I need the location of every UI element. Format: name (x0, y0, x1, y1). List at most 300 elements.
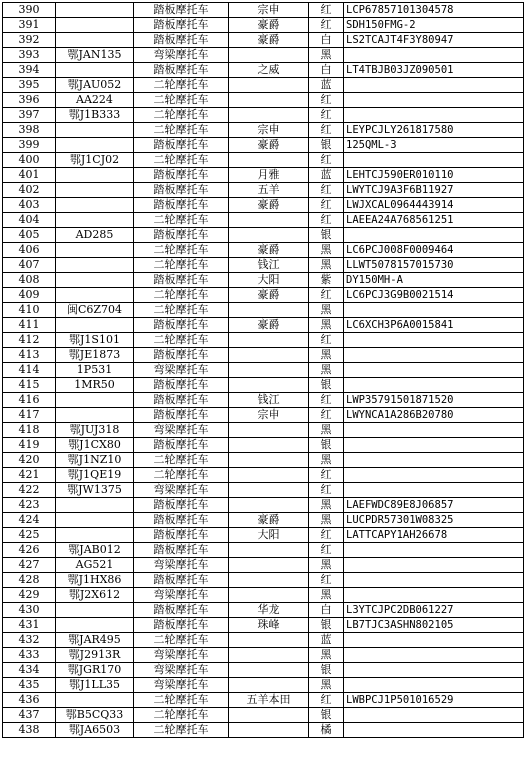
vehicle-type-cell: 二轮摩托车 (134, 633, 229, 648)
color-cell: 银 (309, 618, 344, 633)
plate-number-cell (56, 183, 134, 198)
table-row (3, 93, 524, 108)
row-number-cell: 399 (3, 138, 56, 153)
vehicle-type-cell: 踏板摩托车 (134, 573, 229, 588)
vehicle-type-cell: 二轮摩托车 (134, 243, 229, 258)
vin-cell: LWBPCJ1P501016529 (344, 693, 524, 708)
brand-cell: 月雅 (229, 168, 309, 183)
vehicle-type-cell: 踏板摩托车 (134, 438, 229, 453)
vehicle-type-cell: 二轮摩托车 (134, 303, 229, 318)
vehicle-type-cell: 踏板摩托车 (134, 198, 229, 213)
plate-number-cell (56, 393, 134, 408)
brand-cell (229, 543, 309, 558)
vin-cell (344, 483, 524, 498)
row-number-cell: 427 (3, 558, 56, 573)
color-cell: 黑 (309, 243, 344, 258)
plate-number-cell (56, 63, 134, 78)
plate-number-cell (56, 3, 134, 18)
plate-number-cell: 鄂J1S101 (56, 333, 134, 348)
brand-cell (229, 108, 309, 123)
table-row (3, 693, 524, 708)
vehicle-type-cell: 弯梁摩托车 (134, 48, 229, 63)
color-cell: 红 (309, 153, 344, 168)
vin-cell: SDH150FMG-2 (344, 18, 524, 33)
vin-cell (344, 453, 524, 468)
plate-number-cell (56, 168, 134, 183)
vehicle-type-cell: 踏板摩托车 (134, 168, 229, 183)
vin-cell (344, 303, 524, 318)
color-cell: 黑 (309, 258, 344, 273)
color-cell: 红 (309, 288, 344, 303)
color-cell: 银 (309, 138, 344, 153)
vin-cell (344, 543, 524, 558)
brand-cell: 豪爵 (229, 198, 309, 213)
table-row (3, 48, 524, 63)
row-number-cell: 414 (3, 363, 56, 378)
plate-number-cell: 鄂B5CQ33 (56, 708, 134, 723)
color-cell: 红 (309, 213, 344, 228)
plate-number-cell (56, 198, 134, 213)
plate-number-cell: 鄂J1CX80 (56, 438, 134, 453)
brand-cell (229, 723, 309, 738)
row-number-cell: 412 (3, 333, 56, 348)
vin-cell: LWP35791501871520 (344, 393, 524, 408)
plate-number-cell (56, 693, 134, 708)
vehicle-type-cell: 二轮摩托车 (134, 453, 229, 468)
color-cell: 蓝 (309, 633, 344, 648)
brand-cell (229, 423, 309, 438)
table-body (3, 3, 524, 738)
vehicle-type-cell: 踏板摩托车 (134, 63, 229, 78)
row-number-cell: 400 (3, 153, 56, 168)
vehicle-type-cell: 二轮摩托车 (134, 468, 229, 483)
row-number-cell: 429 (3, 588, 56, 603)
brand-cell: 豪爵 (229, 513, 309, 528)
plate-number-cell: 鄂JAN135 (56, 48, 134, 63)
vehicle-type-cell: 二轮摩托车 (134, 78, 229, 93)
row-number-cell: 435 (3, 678, 56, 693)
table-row (3, 378, 524, 393)
color-cell: 红 (309, 408, 344, 423)
color-cell: 黑 (309, 348, 344, 363)
plate-number-cell (56, 528, 134, 543)
plate-number-cell: 鄂J1CJ02 (56, 153, 134, 168)
vehicle-type-cell: 二轮摩托车 (134, 213, 229, 228)
table-row (3, 33, 524, 48)
row-number-cell: 418 (3, 423, 56, 438)
plate-number-cell (56, 288, 134, 303)
color-cell: 银 (309, 663, 344, 678)
vehicle-type-cell: 弯梁摩托车 (134, 558, 229, 573)
brand-cell (229, 363, 309, 378)
color-cell: 黑 (309, 648, 344, 663)
vehicle-type-cell: 二轮摩托车 (134, 288, 229, 303)
brand-cell: 珠峰 (229, 618, 309, 633)
vin-cell: 125QML-3 (344, 138, 524, 153)
vin-cell: LWJXCAL0964443914 (344, 198, 524, 213)
color-cell: 银 (309, 708, 344, 723)
table-row (3, 63, 524, 78)
color-cell: 黑 (309, 363, 344, 378)
vehicle-type-cell: 踏板摩托车 (134, 228, 229, 243)
table-row (3, 348, 524, 363)
color-cell: 银 (309, 378, 344, 393)
vin-cell: LS2TCAJT4F3Y80947 (344, 33, 524, 48)
vehicle-type-cell: 二轮摩托车 (134, 333, 229, 348)
color-cell: 红 (309, 198, 344, 213)
row-number-cell: 397 (3, 108, 56, 123)
row-number-cell: 398 (3, 123, 56, 138)
vin-cell: LATTCAPY1AH26678 (344, 528, 524, 543)
vin-cell: LWYTCJ9A3F6B11927 (344, 183, 524, 198)
row-number-cell: 437 (3, 708, 56, 723)
vin-cell (344, 468, 524, 483)
row-number-cell: 394 (3, 63, 56, 78)
table-row (3, 513, 524, 528)
row-number-cell: 416 (3, 393, 56, 408)
vehicle-type-cell: 弯梁摩托车 (134, 483, 229, 498)
color-cell: 黑 (309, 423, 344, 438)
table-row (3, 483, 524, 498)
vehicle-type-cell: 踏板摩托车 (134, 528, 229, 543)
table-row (3, 618, 524, 633)
brand-cell (229, 378, 309, 393)
row-number-cell: 422 (3, 483, 56, 498)
table-row (3, 528, 524, 543)
brand-cell (229, 468, 309, 483)
vehicle-type-cell: 弯梁摩托车 (134, 363, 229, 378)
plate-number-cell: 1MR50 (56, 378, 134, 393)
vehicle-type-cell: 踏板摩托车 (134, 393, 229, 408)
table-row (3, 318, 524, 333)
brand-cell (229, 483, 309, 498)
brand-cell (229, 663, 309, 678)
brand-cell (229, 438, 309, 453)
plate-number-cell: AD285 (56, 228, 134, 243)
color-cell: 白 (309, 603, 344, 618)
plate-number-cell: AG521 (56, 558, 134, 573)
vin-cell (344, 678, 524, 693)
table-row (3, 468, 524, 483)
color-cell: 红 (309, 483, 344, 498)
color-cell: 红 (309, 123, 344, 138)
brand-cell: 豪爵 (229, 318, 309, 333)
row-number-cell: 401 (3, 168, 56, 183)
vin-cell: LT4TBJB03JZ090501 (344, 63, 524, 78)
row-number-cell: 411 (3, 318, 56, 333)
color-cell: 红 (309, 543, 344, 558)
table-row (3, 243, 524, 258)
color-cell: 蓝 (309, 78, 344, 93)
color-cell: 蓝 (309, 168, 344, 183)
vin-cell (344, 663, 524, 678)
table-row (3, 423, 524, 438)
vin-cell: LEHTCJ590ER010110 (344, 168, 524, 183)
color-cell: 红 (309, 528, 344, 543)
vin-cell: LCP67857101304578 (344, 3, 524, 18)
vehicle-type-cell: 踏板摩托车 (134, 33, 229, 48)
vehicle-type-cell: 踏板摩托车 (134, 318, 229, 333)
vehicle-type-cell: 踏板摩托车 (134, 3, 229, 18)
brand-cell (229, 93, 309, 108)
table-row (3, 123, 524, 138)
vin-cell: DY150MH-A (344, 273, 524, 288)
vin-cell (344, 588, 524, 603)
plate-number-cell: 鄂J1QE19 (56, 468, 134, 483)
vehicle-type-cell: 二轮摩托车 (134, 93, 229, 108)
vehicle-type-cell: 踏板摩托车 (134, 138, 229, 153)
color-cell: 红 (309, 183, 344, 198)
vin-cell (344, 108, 524, 123)
color-cell: 黑 (309, 678, 344, 693)
brand-cell: 豪爵 (229, 243, 309, 258)
table-row (3, 603, 524, 618)
table-row (3, 453, 524, 468)
color-cell: 白 (309, 33, 344, 48)
row-number-cell: 392 (3, 33, 56, 48)
brand-cell: 豪爵 (229, 18, 309, 33)
row-number-cell: 436 (3, 693, 56, 708)
color-cell: 黑 (309, 498, 344, 513)
table-row (3, 588, 524, 603)
plate-number-cell: 鄂JUJ318 (56, 423, 134, 438)
brand-cell (229, 588, 309, 603)
plate-number-cell (56, 603, 134, 618)
row-number-cell: 390 (3, 3, 56, 18)
vehicle-type-cell: 二轮摩托车 (134, 153, 229, 168)
plate-number-cell: 鄂J2913R (56, 648, 134, 663)
brand-cell (229, 213, 309, 228)
plate-number-cell (56, 318, 134, 333)
vin-cell (344, 438, 524, 453)
row-number-cell: 432 (3, 633, 56, 648)
color-cell: 黑 (309, 513, 344, 528)
table-row (3, 18, 524, 33)
color-cell: 黑 (309, 558, 344, 573)
row-number-cell: 434 (3, 663, 56, 678)
row-number-cell: 391 (3, 18, 56, 33)
brand-cell (229, 498, 309, 513)
plate-number-cell: 鄂J1HX86 (56, 573, 134, 588)
table-row (3, 183, 524, 198)
color-cell: 红 (309, 3, 344, 18)
brand-cell (229, 678, 309, 693)
vin-cell: LC6PCJ3G9B0021514 (344, 288, 524, 303)
vehicle-type-cell: 踏板摩托车 (134, 498, 229, 513)
row-number-cell: 413 (3, 348, 56, 363)
row-number-cell: 405 (3, 228, 56, 243)
vin-cell (344, 228, 524, 243)
brand-cell: 五羊本田 (229, 693, 309, 708)
vin-cell: LUCPDR57301W08325 (344, 513, 524, 528)
table-row (3, 648, 524, 663)
table-row (3, 3, 524, 18)
row-number-cell: 426 (3, 543, 56, 558)
table-row (3, 498, 524, 513)
color-cell: 橘 (309, 723, 344, 738)
plate-number-cell: 鄂JE1873 (56, 348, 134, 363)
vehicle-type-cell: 弯梁摩托车 (134, 663, 229, 678)
color-cell: 黑 (309, 48, 344, 63)
brand-cell: 宗申 (229, 408, 309, 423)
brand-cell: 五羊 (229, 183, 309, 198)
plate-number-cell (56, 513, 134, 528)
plate-number-cell: 鄂JAU052 (56, 78, 134, 93)
color-cell: 红 (309, 573, 344, 588)
table-row (3, 228, 524, 243)
table-row (3, 303, 524, 318)
brand-cell (229, 303, 309, 318)
brand-cell: 大阳 (229, 273, 309, 288)
brand-cell: 宗申 (229, 3, 309, 18)
plate-number-cell: 鄂JA6503 (56, 723, 134, 738)
color-cell: 红 (309, 93, 344, 108)
table-row (3, 273, 524, 288)
row-number-cell: 393 (3, 48, 56, 63)
table-row (3, 108, 524, 123)
brand-cell: 华龙 (229, 603, 309, 618)
brand-cell (229, 48, 309, 63)
brand-cell (229, 153, 309, 168)
table-row (3, 213, 524, 228)
table-row (3, 153, 524, 168)
plate-number-cell: 鄂J1B333 (56, 108, 134, 123)
brand-cell (229, 78, 309, 93)
brand-cell: 钱江 (229, 258, 309, 273)
row-number-cell: 407 (3, 258, 56, 273)
vin-cell (344, 633, 524, 648)
table-row (3, 258, 524, 273)
plate-number-cell (56, 243, 134, 258)
plate-number-cell: 鄂J1NZ10 (56, 453, 134, 468)
plate-number-cell: 鄂JAR495 (56, 633, 134, 648)
color-cell: 紫 (309, 273, 344, 288)
vin-cell (344, 153, 524, 168)
plate-number-cell: 1P531 (56, 363, 134, 378)
row-number-cell: 425 (3, 528, 56, 543)
vin-cell: L3YTCJPC2DB061227 (344, 603, 524, 618)
color-cell: 红 (309, 393, 344, 408)
row-number-cell: 404 (3, 213, 56, 228)
row-number-cell: 430 (3, 603, 56, 618)
vin-cell (344, 708, 524, 723)
plate-number-cell (56, 33, 134, 48)
vin-cell: LEYPCJLY261817580 (344, 123, 524, 138)
row-number-cell: 395 (3, 78, 56, 93)
plate-number-cell (56, 18, 134, 33)
vehicle-type-cell: 踏板摩托车 (134, 513, 229, 528)
vin-cell (344, 333, 524, 348)
vin-cell (344, 48, 524, 63)
row-number-cell: 421 (3, 468, 56, 483)
vin-cell (344, 378, 524, 393)
plate-number-cell (56, 258, 134, 273)
vehicle-type-cell: 踏板摩托车 (134, 603, 229, 618)
plate-number-cell (56, 138, 134, 153)
vehicle-type-cell: 踏板摩托车 (134, 183, 229, 198)
brand-cell: 豪爵 (229, 33, 309, 48)
vehicle-type-cell: 弯梁摩托车 (134, 678, 229, 693)
vehicle-type-cell: 弯梁摩托车 (134, 648, 229, 663)
vehicle-type-cell: 踏板摩托车 (134, 618, 229, 633)
vehicle-type-cell: 二轮摩托车 (134, 123, 229, 138)
row-number-cell: 433 (3, 648, 56, 663)
vin-cell: LLWT5078157015730 (344, 258, 524, 273)
plate-number-cell: 鄂JGR170 (56, 663, 134, 678)
plate-number-cell (56, 408, 134, 423)
vin-cell (344, 78, 524, 93)
vehicle-type-cell: 踏板摩托车 (134, 18, 229, 33)
vehicle-type-cell: 二轮摩托车 (134, 693, 229, 708)
vehicle-type-cell: 二轮摩托车 (134, 723, 229, 738)
vin-cell: LAEFWDC89E8J06857 (344, 498, 524, 513)
plate-number-cell (56, 273, 134, 288)
color-cell: 银 (309, 438, 344, 453)
color-cell: 银 (309, 228, 344, 243)
table-row (3, 198, 524, 213)
plate-number-cell (56, 498, 134, 513)
vin-cell (344, 423, 524, 438)
color-cell: 黑 (309, 588, 344, 603)
vin-cell: LWYNCA1A286B20780 (344, 408, 524, 423)
table-row (3, 168, 524, 183)
brand-cell (229, 228, 309, 243)
row-number-cell: 396 (3, 93, 56, 108)
row-number-cell: 402 (3, 183, 56, 198)
brand-cell (229, 558, 309, 573)
vin-cell (344, 558, 524, 573)
vehicle-type-cell: 踏板摩托车 (134, 378, 229, 393)
table-row (3, 678, 524, 693)
plate-number-cell: 鄂JAB012 (56, 543, 134, 558)
vehicle-type-cell: 弯梁摩托车 (134, 423, 229, 438)
table-row (3, 543, 524, 558)
table-row (3, 573, 524, 588)
row-number-cell: 438 (3, 723, 56, 738)
brand-cell (229, 333, 309, 348)
vehicle-type-cell: 踏板摩托车 (134, 408, 229, 423)
vehicle-type-cell: 踏板摩托车 (134, 273, 229, 288)
plate-number-cell: 闽C6Z704 (56, 303, 134, 318)
row-number-cell: 417 (3, 408, 56, 423)
row-number-cell: 408 (3, 273, 56, 288)
table-row (3, 708, 524, 723)
plate-number-cell: AA224 (56, 93, 134, 108)
table-row (3, 363, 524, 378)
vin-cell: LB7TJC3ASHN802105 (344, 618, 524, 633)
table-row (3, 408, 524, 423)
brand-cell: 宗申 (229, 123, 309, 138)
vehicle-type-cell: 踏板摩托车 (134, 348, 229, 363)
vin-cell (344, 363, 524, 378)
plate-number-cell: 鄂J2X612 (56, 588, 134, 603)
color-cell: 黑 (309, 453, 344, 468)
vehicle-type-cell: 二轮摩托车 (134, 708, 229, 723)
table-row (3, 288, 524, 303)
table-row (3, 558, 524, 573)
vin-cell (344, 573, 524, 588)
row-number-cell: 419 (3, 438, 56, 453)
vin-cell (344, 93, 524, 108)
brand-cell (229, 633, 309, 648)
brand-cell: 豪爵 (229, 138, 309, 153)
vehicle-type-cell: 踏板摩托车 (134, 543, 229, 558)
table-row (3, 438, 524, 453)
brand-cell: 大阳 (229, 528, 309, 543)
brand-cell (229, 648, 309, 663)
row-number-cell: 410 (3, 303, 56, 318)
vehicle-list-table (2, 2, 524, 738)
